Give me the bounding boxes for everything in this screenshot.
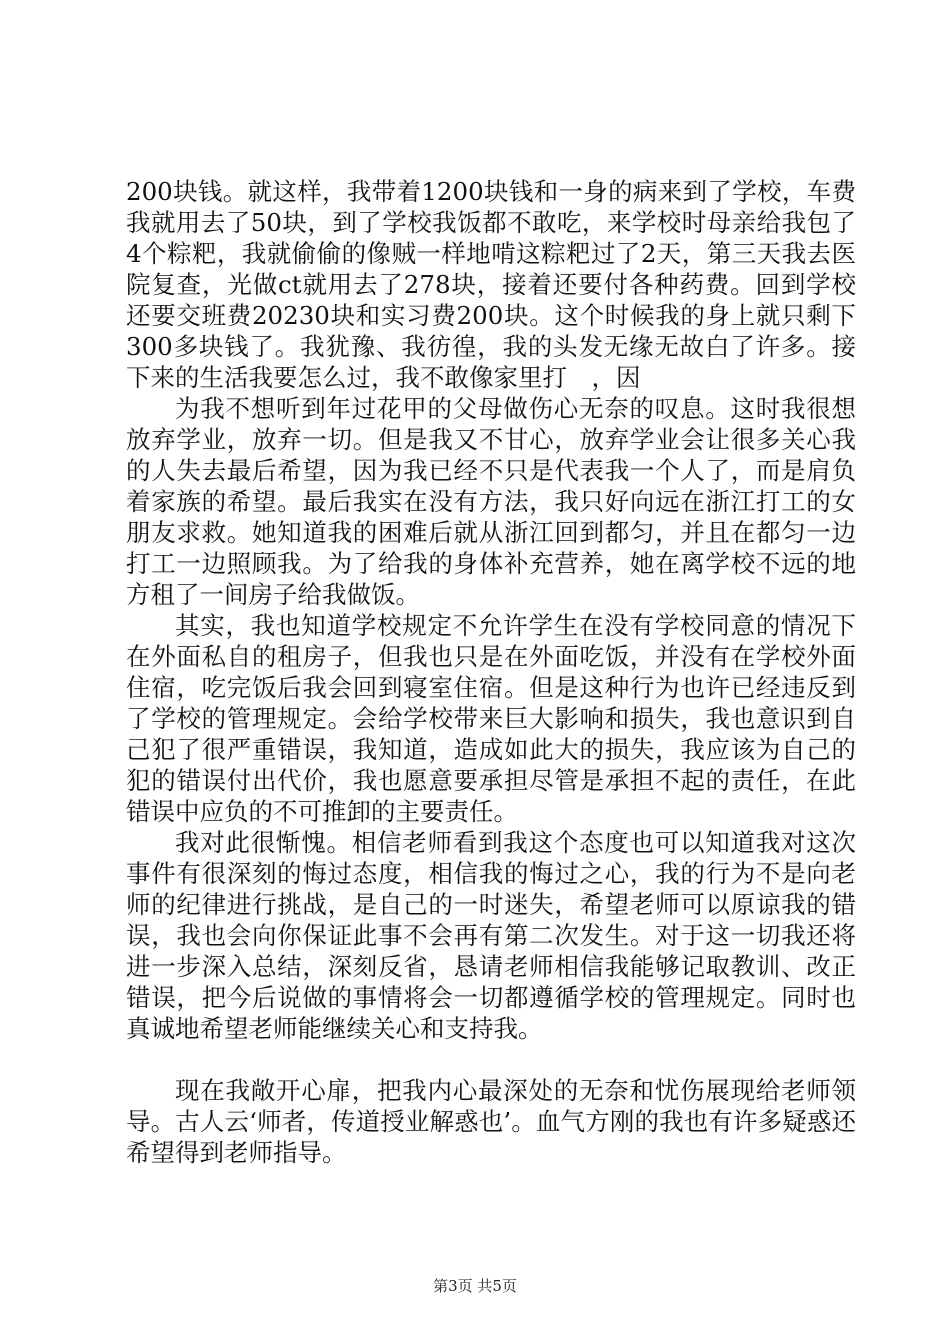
page-footer: 第3页 共5页: [433, 1277, 517, 1295]
paragraph-3: 其实，我也知道学校规定不允许学生在没有学校同意的情况下在外面私自的租房子，但我也只是在外面吃饭，并没有在学校外面住宿，吃完饭后我会回到寝室住宿。但是这种行为也许已经违反到了学校的管理规定。会给学校带来巨大影响和损失，我也意识到自己犯了很严重错误，我知道，造成如此大的损失，我应该为自己的犯的错误付出代价，我也愿意要承担尽管是承担不起的责任，在此错误中应负的不可推卸的主要责任。: [126, 611, 856, 826]
document-body: [126, 176, 856, 1168]
paragraph-4: 我对此很惭愧。相信老师看到我这个态度也可以知道我对这次事件有很深刻的悔过态度，相信我的悔过之心，我的行为不是向老师的纪律进行挑战，是自己的一时迷失，希望老师可以原谅我的错误，我也会向你保证此事不会再有第二次发生。对于这一切我还将进一步深入总结，深刻反省，恳请老师相信我能够记取教训、改正错误，把今后说做的事情将会一切都遵循学校的管理规定。同时也真诚地希望老师能继续关心和支持我。: [126, 828, 856, 1043]
paragraph-1: 200块钱。就这样，我带着1200块钱和一身的病来到了学校，车费我就用去了50块，到了学校我饭都不敢吃，来学校时母亲给我包了4个粽粑，我就偷偷的像贼一样地啃这粽粑过了2天，第三天我去医院复查，光做ct就用去了278块，接着还要付各种药费。回到学校还要交班费20230块和实习费200块。这个时候我的身上就只剩下300多块钱了。我犹豫、我彷徨，我的头发无缘无故白了许多。接下来的生活我要怎么过，我不敢像家里打 ，因: [126, 177, 856, 392]
paragraph-5: 现在我敞开心扉，把我内心最深处的无奈和忧伤展现给老师领导。古人云‘师者，传道授业解惑也’。血气方刚的我也有许多疑惑还希望得到老师指导。: [126, 1076, 856, 1167]
paragraph-2: 为我不想听到年过花甲的父母做伤心无奈的叹息。这时我很想放弃学业，放弃一切。但是我又不甘心，放弃学业会让很多关心我的人失去最后希望，因为我已经不只是代表我一个人了，而是肩负着家族的希望。最后我实在没有方法，我只好向远在浙江打工的女朋友求救。她知道我的困难后就从浙江回到都匀，并且在都匀一边打工一边照顾我。为了给我的身体补充营养，她在离学校不远的地方租了一间房子给我做饭。: [126, 394, 856, 609]
paragraph-gap: [126, 1044, 856, 1075]
